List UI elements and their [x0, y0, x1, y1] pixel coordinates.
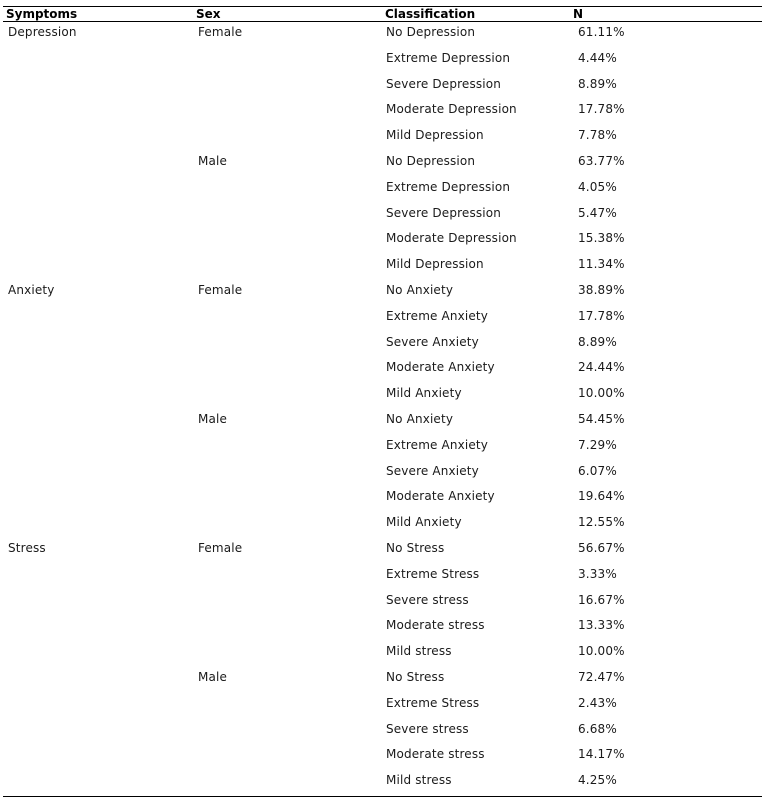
table-row [3, 177, 762, 203]
classification-cell: Extreme Stress [386, 566, 480, 581]
sex-cell: Male [198, 411, 228, 426]
sex-cell [193, 641, 381, 667]
symptom-cell [3, 306, 193, 332]
table-row [3, 538, 762, 564]
classification-cell: Moderate Depression [386, 231, 517, 246]
sex-cell: Male [198, 669, 228, 684]
percentage-cell: 11.34% [578, 257, 625, 272]
symptom-cell [3, 74, 193, 100]
symptom-cell [3, 512, 193, 538]
table-row [3, 306, 762, 332]
classification-cell: Severe Depression [386, 76, 501, 91]
classification-cell: Extreme Depression [386, 50, 511, 65]
classification-cell: Extreme Anxiety [386, 308, 489, 323]
table-row [3, 383, 762, 409]
percentage-cell: 6.68% [578, 721, 617, 736]
classification-cell: Moderate Anxiety [386, 489, 495, 504]
percentage-cell: 56.67% [578, 540, 625, 555]
symptom-cell [3, 99, 193, 125]
table-row [3, 486, 762, 512]
table-row [3, 332, 762, 358]
sex-cell [193, 435, 381, 461]
percentage-cell: 13.33% [578, 618, 625, 633]
table-row [3, 744, 762, 770]
sex-cell [193, 461, 381, 487]
classification-cell: Mild stress [381, 770, 565, 796]
table-row [3, 435, 762, 461]
percentage-cell: 63.77% [578, 153, 625, 168]
symptoms-table [3, 6, 762, 797]
symptom-cell: Stress [8, 540, 46, 555]
percentage-cell: 54.45% [578, 411, 625, 426]
classification-cell: Mild Depression [386, 257, 484, 272]
symptom-cell [3, 486, 193, 512]
percentage-cell: 7.29% [578, 437, 617, 452]
sex-cell [193, 719, 381, 745]
table-row [3, 590, 762, 616]
sex-cell [193, 590, 381, 616]
symptom-cell [3, 409, 193, 435]
percentage-cell: 4.05% [578, 179, 617, 194]
table-row [3, 99, 762, 125]
classification-cell: No Stress [386, 669, 445, 684]
sex-cell [193, 125, 381, 151]
percentage-cell: 14.17% [578, 747, 625, 762]
table-row [3, 719, 762, 745]
header-symptoms: Symptoms [3, 7, 193, 22]
table-row [3, 641, 762, 667]
classification-cell: No Depression [386, 153, 476, 168]
table-row [3, 254, 762, 280]
table-header [3, 7, 762, 22]
symptom-cell [3, 357, 193, 383]
table-row [3, 280, 762, 306]
sex-cell: Female [198, 25, 243, 39]
sex-cell [193, 615, 381, 641]
sex-cell: Female [198, 540, 243, 555]
sex-cell: Female [198, 282, 243, 297]
classification-cell: Moderate Anxiety [386, 360, 495, 375]
symptom-cell: Depression [8, 25, 77, 39]
symptom-cell [3, 203, 193, 229]
sex-cell [193, 357, 381, 383]
symptom-cell [3, 693, 193, 719]
sex-cell [193, 332, 381, 358]
table-row [3, 22, 762, 48]
symptom-cell [3, 590, 193, 616]
symptom-cell [3, 719, 193, 745]
classification-cell: Severe stress [386, 721, 469, 736]
classification-cell: Moderate Depression [386, 102, 517, 117]
symptom-cell: Anxiety [8, 282, 55, 297]
table-body [3, 22, 762, 797]
header-classification: Classification [381, 7, 565, 22]
table-row [3, 203, 762, 229]
table-row [3, 125, 762, 151]
symptom-cell [3, 177, 193, 203]
percentage-cell: 10.00% [578, 644, 625, 659]
sex-cell [193, 770, 381, 796]
symptom-cell [3, 254, 193, 280]
sex-cell [193, 99, 381, 125]
percentage-cell: 38.89% [578, 282, 625, 297]
table-row [3, 409, 762, 435]
classification-cell: Mild Anxiety [386, 386, 462, 401]
sex-cell: Male [198, 153, 228, 168]
classification-cell: Moderate stress [386, 747, 485, 762]
symptom-cell [3, 383, 193, 409]
symptom-cell [3, 564, 193, 590]
percentage-cell: 17.78% [578, 308, 625, 323]
percentage-cell: 2.43% [578, 695, 617, 710]
sex-cell [193, 512, 381, 538]
header-row [3, 7, 762, 22]
table-row [3, 512, 762, 538]
percentage-cell: 4.44% [578, 50, 617, 65]
classification-cell: Mild Anxiety [386, 515, 462, 530]
classification-cell: Mild Depression [386, 128, 484, 143]
percentage-cell: 19.64% [578, 489, 625, 504]
symptom-cell [3, 332, 193, 358]
percentage-cell: 17.78% [578, 102, 625, 117]
table-row [3, 667, 762, 693]
symptom-cell [3, 461, 193, 487]
table-row [3, 564, 762, 590]
sex-cell [193, 177, 381, 203]
table-row [3, 74, 762, 100]
header-n: N [565, 7, 762, 22]
sex-cell [193, 254, 381, 280]
classification-cell: No Stress [386, 540, 445, 555]
classification-cell: Severe Depression [386, 205, 501, 220]
sex-cell [193, 564, 381, 590]
table-row [3, 770, 762, 796]
sex-cell [193, 203, 381, 229]
percentage-cell: 16.67% [578, 592, 625, 607]
percentage-cell: 10.00% [578, 386, 625, 401]
percentage-cell: 24.44% [578, 360, 625, 375]
table-row [3, 228, 762, 254]
sex-cell [193, 486, 381, 512]
sex-cell [193, 383, 381, 409]
percentage-cell: 6.07% [578, 463, 617, 478]
header-sex: Sex [193, 7, 381, 22]
classification-cell: No Depression [386, 25, 476, 39]
classification-cell: No Anxiety [386, 282, 454, 297]
symptom-cell [3, 744, 193, 770]
percentage-cell: 4.25% [565, 770, 762, 796]
classification-cell: Extreme Stress [386, 695, 480, 710]
sex-cell [193, 74, 381, 100]
symptom-cell [3, 228, 193, 254]
percentage-cell: 12.55% [578, 515, 625, 530]
symptom-cell [3, 641, 193, 667]
percentage-cell: 5.47% [578, 205, 617, 220]
classification-cell: Severe Anxiety [386, 334, 479, 349]
percentage-cell: 7.78% [578, 128, 617, 143]
symptom-cell [3, 615, 193, 641]
symptom-cell [3, 48, 193, 74]
percentage-cell: 61.11% [578, 25, 625, 39]
sex-cell [193, 48, 381, 74]
percentage-cell: 8.89% [578, 76, 617, 91]
table-row [3, 357, 762, 383]
classification-cell: No Anxiety [386, 411, 454, 426]
table-row [3, 151, 762, 177]
classification-cell: Severe stress [386, 592, 469, 607]
percentage-cell: 3.33% [578, 566, 617, 581]
table-row [3, 461, 762, 487]
table-row [3, 693, 762, 719]
percentage-cell: 8.89% [578, 334, 617, 349]
table-row [3, 48, 762, 74]
classification-cell: Extreme Depression [386, 179, 511, 194]
classification-cell: Severe Anxiety [386, 463, 479, 478]
symptom-cell [3, 667, 193, 693]
symptom-cell [3, 151, 193, 177]
sex-cell [193, 228, 381, 254]
percentage-cell: 72.47% [578, 669, 625, 684]
table-row [3, 615, 762, 641]
symptom-cell [3, 435, 193, 461]
classification-cell: Extreme Anxiety [386, 437, 489, 452]
classification-cell: Mild stress [386, 644, 452, 659]
symptom-cell [3, 125, 193, 151]
percentage-cell: 15.38% [578, 231, 625, 246]
classification-cell: Moderate stress [386, 618, 485, 633]
sex-cell [193, 306, 381, 332]
sex-cell [193, 693, 381, 719]
sex-cell [193, 744, 381, 770]
symptom-cell [3, 770, 193, 796]
